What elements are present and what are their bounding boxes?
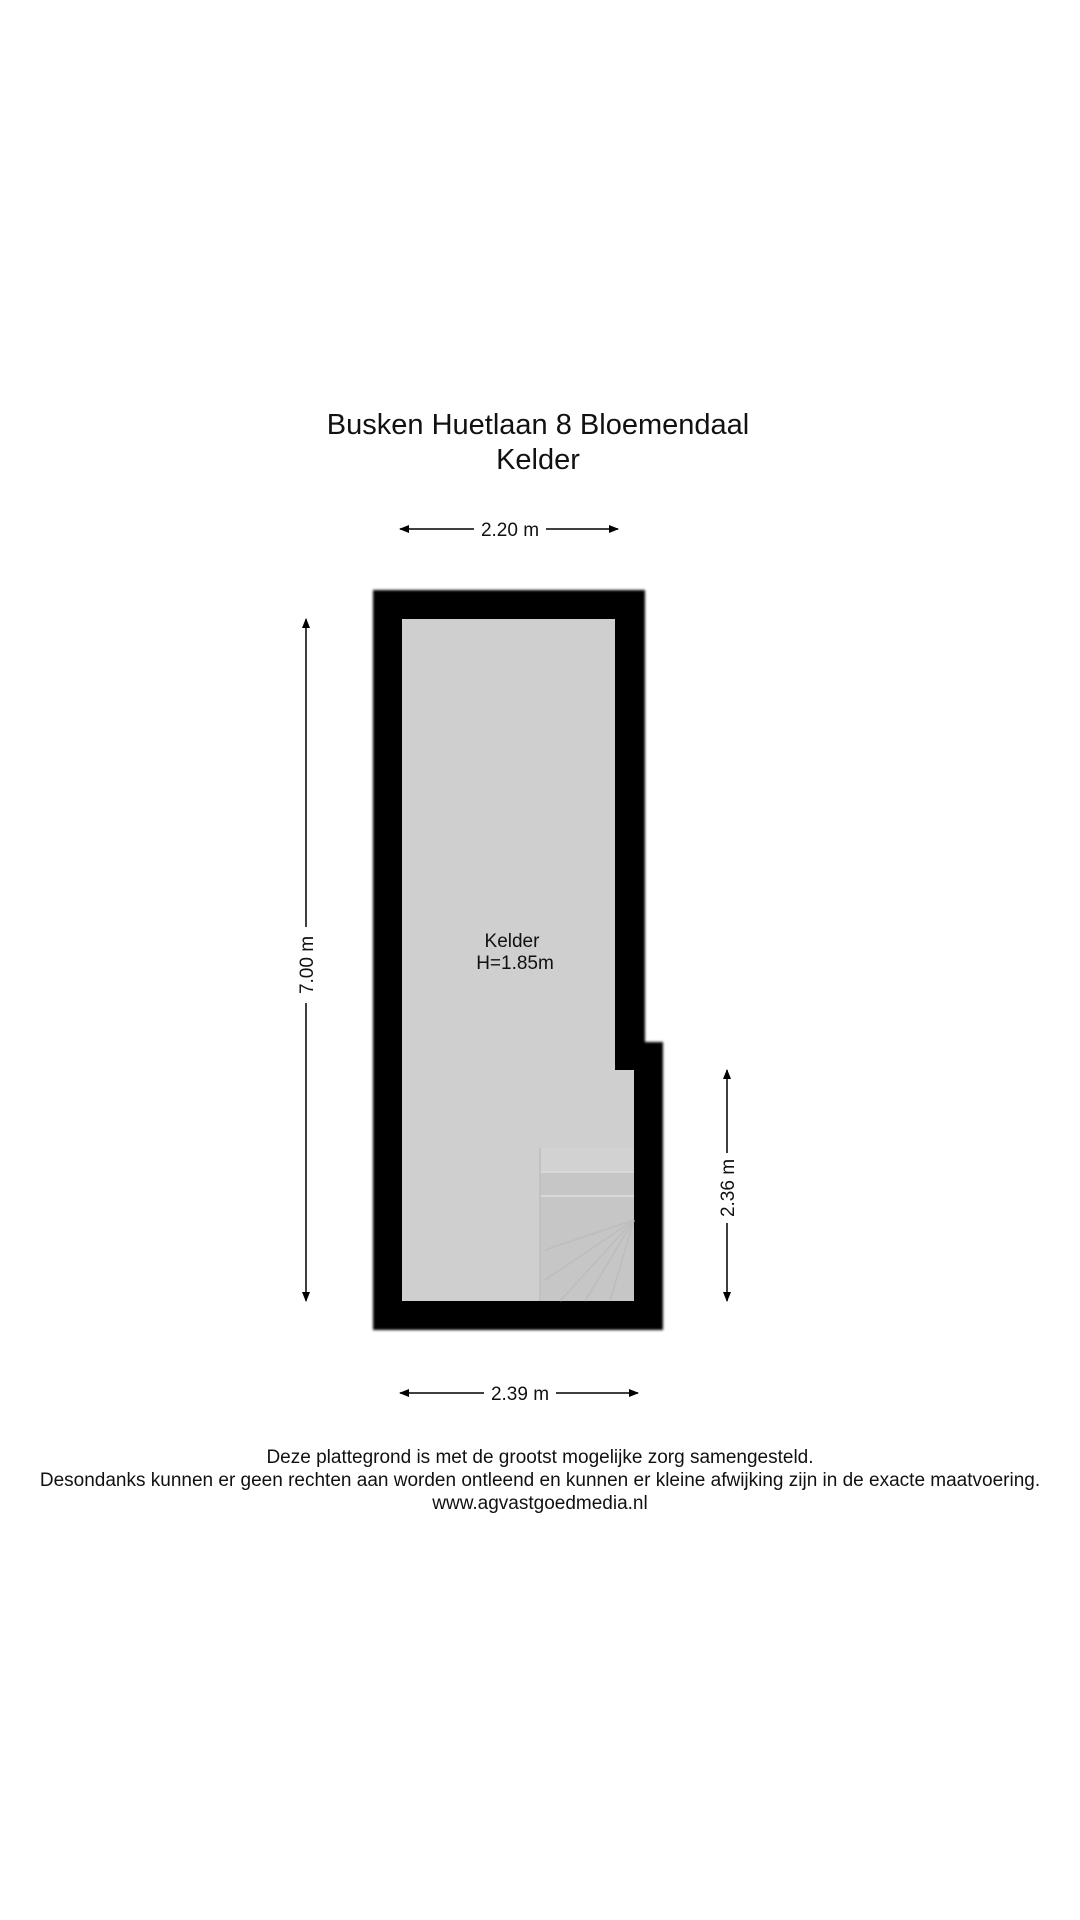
dimension-left bbox=[297, 619, 318, 1301]
dimension-top-label: 2.20 m bbox=[480, 520, 540, 541]
dimension-right bbox=[718, 1070, 739, 1301]
plan-title-address: Busken Huetlaan 8 Bloemendaal bbox=[326, 409, 750, 441]
plan-title-floor: Kelder bbox=[496, 444, 580, 476]
dimension-right-label: 2.36 m bbox=[718, 1158, 739, 1218]
disclaimer-line-2: Desondanks kunnen er geen rechten aan worden ontleend en kunnen er kleine afwijking zijn in de exacte maatvoering. bbox=[39, 1470, 1041, 1491]
room-height: H=1.85m bbox=[476, 953, 554, 974]
website-link: www.agvastgoedmedia.nl bbox=[432, 1493, 648, 1514]
dimension-bottom bbox=[400, 1384, 638, 1405]
dimension-bottom-label: 2.39 m bbox=[490, 1384, 550, 1405]
room-name: Kelder bbox=[484, 931, 540, 952]
staircase bbox=[540, 1148, 634, 1301]
dimension-left-label: 7.00 m bbox=[297, 935, 318, 995]
disclaimer-line-1: Deze plattegrond is met de grootst mogelijke zorg samengesteld. bbox=[266, 1447, 814, 1468]
dimension-top bbox=[400, 520, 618, 541]
